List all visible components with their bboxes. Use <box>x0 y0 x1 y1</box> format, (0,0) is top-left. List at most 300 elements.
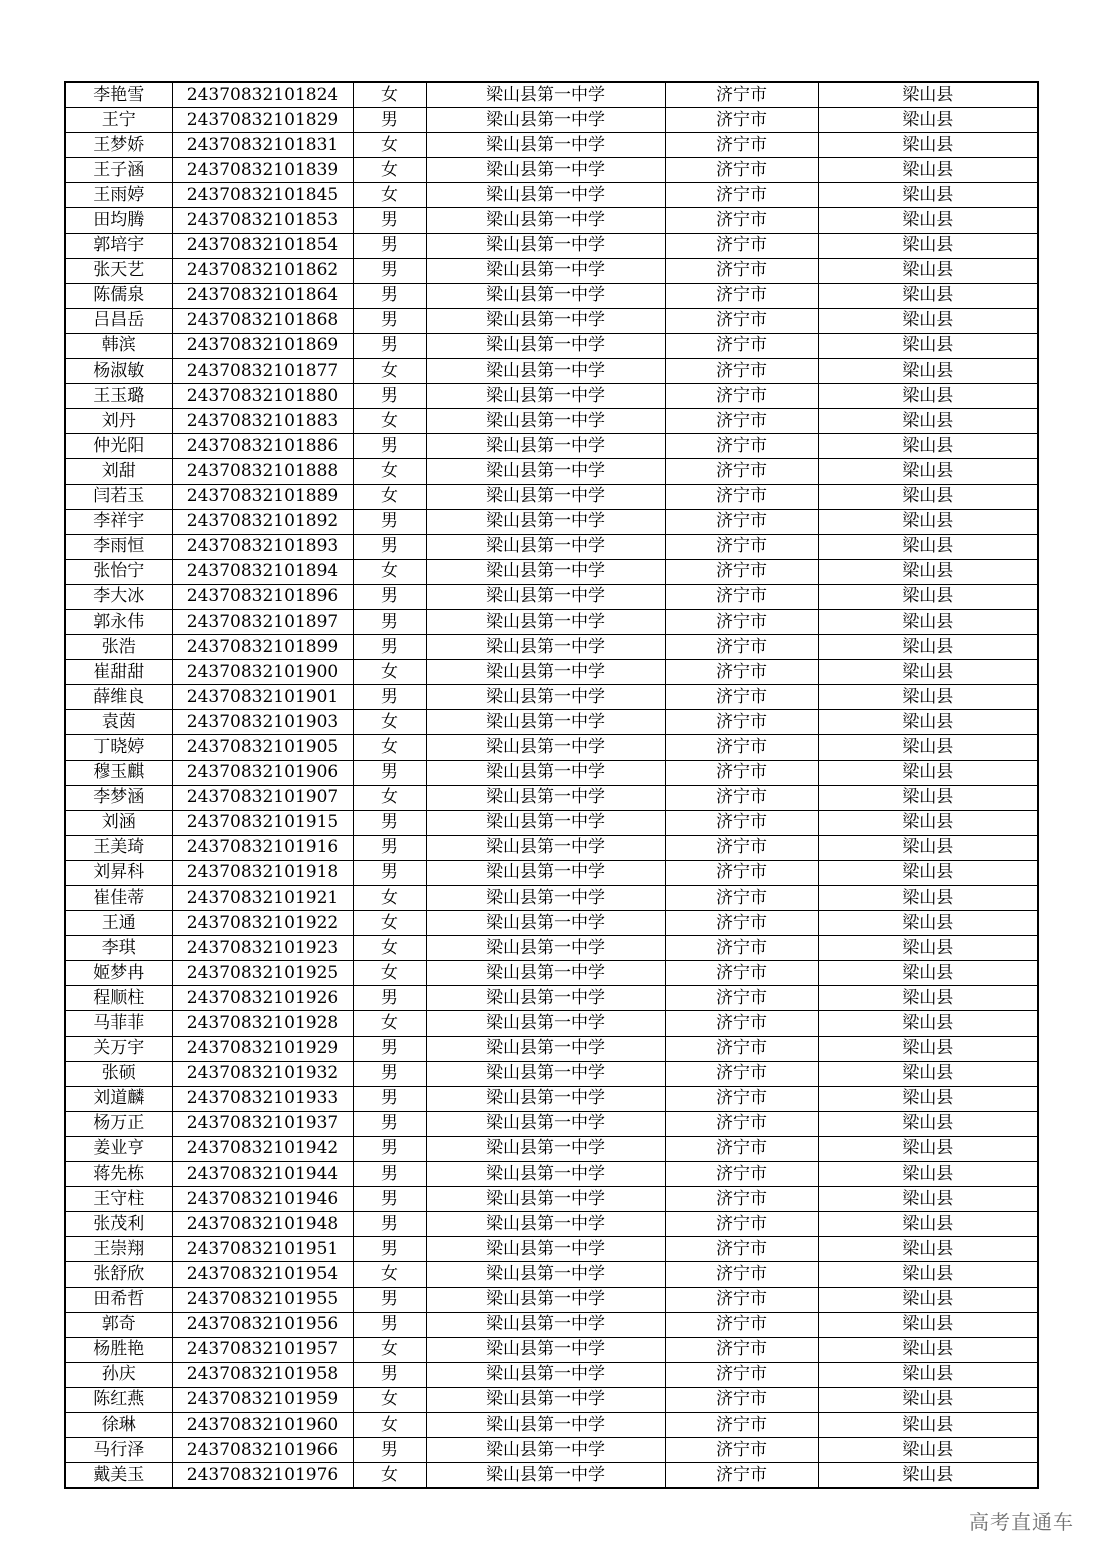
gender-cell: 女 <box>353 735 426 760</box>
name-cell: 王梦娇 <box>65 133 172 158</box>
gender-cell: 男 <box>353 1111 426 1136</box>
gender-cell: 男 <box>353 233 426 258</box>
exam-id-cell: 24370832101942 <box>172 1136 353 1161</box>
exam-id-cell: 24370832101869 <box>172 333 353 358</box>
gender-cell: 男 <box>353 333 426 358</box>
gender-cell: 女 <box>353 1387 426 1412</box>
name-cell: 王子涵 <box>65 158 172 183</box>
name-cell: 马行泽 <box>65 1438 172 1463</box>
county-cell: 梁山县 <box>818 760 1038 785</box>
table-row <box>65 1337 1038 1362</box>
city-cell: 济宁市 <box>665 660 818 685</box>
table-row <box>65 534 1038 559</box>
county-cell: 梁山县 <box>818 1438 1038 1463</box>
city-cell: 济宁市 <box>665 559 818 584</box>
city-cell: 济宁市 <box>665 484 818 509</box>
county-cell: 梁山县 <box>818 1312 1038 1337</box>
city-cell: 济宁市 <box>665 685 818 710</box>
name-cell: 韩滨 <box>65 333 172 358</box>
exam-id-cell: 24370832101864 <box>172 283 353 308</box>
name-cell: 丁晓婷 <box>65 735 172 760</box>
school-cell: 梁山县第一中学 <box>426 685 665 710</box>
school-cell: 梁山县第一中学 <box>426 158 665 183</box>
name-cell: 陈儒泉 <box>65 283 172 308</box>
gender-cell: 女 <box>353 133 426 158</box>
county-cell: 梁山县 <box>818 1212 1038 1237</box>
school-cell: 梁山县第一中学 <box>426 1262 665 1287</box>
table-row <box>65 961 1038 986</box>
name-cell: 郭培宇 <box>65 233 172 258</box>
county-cell: 梁山县 <box>818 1387 1038 1412</box>
city-cell: 济宁市 <box>665 810 818 835</box>
table-row <box>65 559 1038 584</box>
exam-id-cell: 24370832101944 <box>172 1162 353 1187</box>
gender-cell: 女 <box>353 359 426 384</box>
table-row <box>65 710 1038 735</box>
table-row <box>65 133 1038 158</box>
county-cell: 梁山县 <box>818 434 1038 459</box>
school-cell: 梁山县第一中学 <box>426 434 665 459</box>
name-cell: 王通 <box>65 911 172 936</box>
name-cell: 刘甜 <box>65 459 172 484</box>
county-cell: 梁山县 <box>818 1287 1038 1312</box>
exam-id-cell: 24370832101896 <box>172 584 353 609</box>
city-cell: 济宁市 <box>665 409 818 434</box>
city-cell: 济宁市 <box>665 860 818 885</box>
school-cell: 梁山县第一中学 <box>426 208 665 233</box>
name-cell: 姜业亨 <box>65 1136 172 1161</box>
city-cell: 济宁市 <box>665 635 818 660</box>
exam-id-cell: 24370832101932 <box>172 1061 353 1086</box>
gender-cell: 男 <box>353 860 426 885</box>
gender-cell: 男 <box>353 534 426 559</box>
exam-id-cell: 24370832101955 <box>172 1287 353 1312</box>
county-cell: 梁山县 <box>818 534 1038 559</box>
school-cell: 梁山县第一中学 <box>426 911 665 936</box>
gender-cell: 男 <box>353 685 426 710</box>
exam-id-cell: 24370832101951 <box>172 1237 353 1262</box>
table-row <box>65 434 1038 459</box>
county-cell: 梁山县 <box>818 308 1038 333</box>
table-row <box>65 208 1038 233</box>
gender-cell: 男 <box>353 1086 426 1111</box>
table-row <box>65 108 1038 133</box>
gender-cell: 男 <box>353 1438 426 1463</box>
gender-cell: 女 <box>353 961 426 986</box>
county-cell: 梁山县 <box>818 810 1038 835</box>
exam-id-cell: 24370832101958 <box>172 1362 353 1387</box>
county-cell: 梁山县 <box>818 1237 1038 1262</box>
school-cell: 梁山县第一中学 <box>426 459 665 484</box>
city-cell: 济宁市 <box>665 359 818 384</box>
county-cell: 梁山县 <box>818 233 1038 258</box>
name-cell: 刘昇科 <box>65 860 172 885</box>
city-cell: 济宁市 <box>665 434 818 459</box>
exam-id-cell: 24370832101854 <box>172 233 353 258</box>
county-cell: 梁山县 <box>818 133 1038 158</box>
county-cell: 梁山县 <box>818 1412 1038 1437</box>
table-row <box>65 785 1038 810</box>
table-row <box>65 283 1038 308</box>
table-row <box>65 308 1038 333</box>
city-cell: 济宁市 <box>665 961 818 986</box>
gender-cell: 男 <box>353 1136 426 1161</box>
name-cell: 崔佳蒂 <box>65 886 172 911</box>
school-cell: 梁山县第一中学 <box>426 1412 665 1437</box>
exam-id-cell: 24370832101907 <box>172 785 353 810</box>
city-cell: 济宁市 <box>665 283 818 308</box>
school-cell: 梁山县第一中学 <box>426 760 665 785</box>
school-cell: 梁山县第一中学 <box>426 810 665 835</box>
county-cell: 梁山县 <box>818 785 1038 810</box>
name-cell: 穆玉麒 <box>65 760 172 785</box>
table-row <box>65 1362 1038 1387</box>
city-cell: 济宁市 <box>665 459 818 484</box>
county-cell: 梁山县 <box>818 710 1038 735</box>
gender-cell: 男 <box>353 810 426 835</box>
name-cell: 王雨婷 <box>65 183 172 208</box>
name-cell: 仲光阳 <box>65 434 172 459</box>
name-cell: 孙庆 <box>65 1362 172 1387</box>
county-cell: 梁山县 <box>818 359 1038 384</box>
city-cell: 济宁市 <box>665 609 818 634</box>
school-cell: 梁山县第一中学 <box>426 534 665 559</box>
gender-cell: 女 <box>353 1337 426 1362</box>
table-row <box>65 1136 1038 1161</box>
exam-id-cell: 24370832101888 <box>172 459 353 484</box>
name-cell: 王玉璐 <box>65 384 172 409</box>
table-row <box>65 333 1038 358</box>
gender-cell: 男 <box>353 1287 426 1312</box>
county-cell: 梁山县 <box>818 660 1038 685</box>
city-cell: 济宁市 <box>665 911 818 936</box>
city-cell: 济宁市 <box>665 1212 818 1237</box>
city-cell: 济宁市 <box>665 1011 818 1036</box>
name-cell: 王崇翔 <box>65 1237 172 1262</box>
name-cell: 李梦涵 <box>65 785 172 810</box>
name-cell: 关万宇 <box>65 1036 172 1061</box>
exam-id-cell: 24370832101937 <box>172 1111 353 1136</box>
name-cell: 姬梦冉 <box>65 961 172 986</box>
table-row <box>65 1162 1038 1187</box>
county-cell: 梁山县 <box>818 635 1038 660</box>
roster-body <box>65 82 1038 1488</box>
city-cell: 济宁市 <box>665 258 818 283</box>
table-row <box>65 760 1038 785</box>
table-row <box>65 1212 1038 1237</box>
table-row <box>65 685 1038 710</box>
table-row <box>65 359 1038 384</box>
table-row <box>65 1237 1038 1262</box>
table-row <box>65 1262 1038 1287</box>
table-row <box>65 258 1038 283</box>
table-row <box>65 936 1038 961</box>
table-row <box>65 1287 1038 1312</box>
city-cell: 济宁市 <box>665 735 818 760</box>
table-row <box>65 886 1038 911</box>
county-cell: 梁山县 <box>818 258 1038 283</box>
exam-id-cell: 24370832101946 <box>172 1187 353 1212</box>
table-row <box>65 1463 1038 1489</box>
exam-id-cell: 24370832101897 <box>172 609 353 634</box>
name-cell: 杨淑敏 <box>65 359 172 384</box>
school-cell: 梁山县第一中学 <box>426 860 665 885</box>
gender-cell: 女 <box>353 459 426 484</box>
county-cell: 梁山县 <box>818 158 1038 183</box>
gender-cell: 男 <box>353 1312 426 1337</box>
exam-id-cell: 24370832101868 <box>172 308 353 333</box>
gender-cell: 男 <box>353 384 426 409</box>
county-cell: 梁山县 <box>818 1187 1038 1212</box>
exam-id-cell: 24370832101933 <box>172 1086 353 1111</box>
exam-id-cell: 24370832101966 <box>172 1438 353 1463</box>
city-cell: 济宁市 <box>665 1463 818 1489</box>
city-cell: 济宁市 <box>665 509 818 534</box>
school-cell: 梁山县第一中学 <box>426 1287 665 1312</box>
school-cell: 梁山县第一中学 <box>426 1136 665 1161</box>
gender-cell: 男 <box>353 1237 426 1262</box>
county-cell: 梁山县 <box>818 484 1038 509</box>
gender-cell: 男 <box>353 208 426 233</box>
school-cell: 梁山县第一中学 <box>426 1011 665 1036</box>
school-cell: 梁山县第一中学 <box>426 359 665 384</box>
school-cell: 梁山县第一中学 <box>426 333 665 358</box>
gender-cell: 男 <box>353 258 426 283</box>
exam-id-cell: 24370832101880 <box>172 384 353 409</box>
school-cell: 梁山县第一中学 <box>426 584 665 609</box>
school-cell: 梁山县第一中学 <box>426 1086 665 1111</box>
table-row <box>65 459 1038 484</box>
school-cell: 梁山县第一中学 <box>426 1438 665 1463</box>
county-cell: 梁山县 <box>818 384 1038 409</box>
name-cell: 李祥宇 <box>65 509 172 534</box>
gender-cell: 男 <box>353 1036 426 1061</box>
city-cell: 济宁市 <box>665 158 818 183</box>
exam-id-cell: 24370832101976 <box>172 1463 353 1489</box>
gender-cell: 男 <box>353 635 426 660</box>
exam-id-cell: 24370832101831 <box>172 133 353 158</box>
school-cell: 梁山县第一中学 <box>426 384 665 409</box>
exam-id-cell: 24370832101929 <box>172 1036 353 1061</box>
gender-cell: 男 <box>353 1061 426 1086</box>
gender-cell: 男 <box>353 1212 426 1237</box>
name-cell: 张浩 <box>65 635 172 660</box>
table-row <box>65 1111 1038 1136</box>
school-cell: 梁山县第一中学 <box>426 986 665 1011</box>
school-cell: 梁山县第一中学 <box>426 559 665 584</box>
gender-cell: 女 <box>353 409 426 434</box>
county-cell: 梁山县 <box>818 860 1038 885</box>
school-cell: 梁山县第一中学 <box>426 1362 665 1387</box>
exam-id-cell: 24370832101886 <box>172 434 353 459</box>
table-row <box>65 409 1038 434</box>
name-cell: 张茂利 <box>65 1212 172 1237</box>
city-cell: 济宁市 <box>665 760 818 785</box>
school-cell: 梁山县第一中学 <box>426 1111 665 1136</box>
school-cell: 梁山县第一中学 <box>426 1036 665 1061</box>
exam-id-cell: 24370832101956 <box>172 1312 353 1337</box>
city-cell: 济宁市 <box>665 183 818 208</box>
gender-cell: 男 <box>353 434 426 459</box>
school-cell: 梁山县第一中学 <box>426 233 665 258</box>
exam-id-cell: 24370832101957 <box>172 1337 353 1362</box>
county-cell: 梁山县 <box>818 208 1038 233</box>
exam-id-cell: 24370832101829 <box>172 108 353 133</box>
school-cell: 梁山县第一中学 <box>426 735 665 760</box>
name-cell: 崔甜甜 <box>65 660 172 685</box>
table-row <box>65 233 1038 258</box>
city-cell: 济宁市 <box>665 333 818 358</box>
name-cell: 袁茵 <box>65 710 172 735</box>
city-cell: 济宁市 <box>665 785 818 810</box>
name-cell: 王美琦 <box>65 835 172 860</box>
exam-id-cell: 24370832101954 <box>172 1262 353 1287</box>
exam-id-cell: 24370832101906 <box>172 760 353 785</box>
gender-cell: 女 <box>353 936 426 961</box>
school-cell: 梁山县第一中学 <box>426 785 665 810</box>
gender-cell: 女 <box>353 559 426 584</box>
school-cell: 梁山县第一中学 <box>426 961 665 986</box>
school-cell: 梁山县第一中学 <box>426 133 665 158</box>
exam-id-cell: 24370832101921 <box>172 886 353 911</box>
gender-cell: 男 <box>353 584 426 609</box>
exam-id-cell: 24370832101862 <box>172 258 353 283</box>
exam-id-cell: 24370832101923 <box>172 936 353 961</box>
name-cell: 王守柱 <box>65 1187 172 1212</box>
city-cell: 济宁市 <box>665 1287 818 1312</box>
county-cell: 梁山县 <box>818 1463 1038 1489</box>
table-row <box>65 1438 1038 1463</box>
county-cell: 梁山县 <box>818 1061 1038 1086</box>
name-cell: 张舒欣 <box>65 1262 172 1287</box>
city-cell: 济宁市 <box>665 534 818 559</box>
city-cell: 济宁市 <box>665 1111 818 1136</box>
table-row <box>65 584 1038 609</box>
school-cell: 梁山县第一中学 <box>426 1337 665 1362</box>
table-row <box>65 183 1038 208</box>
name-cell: 戴美玉 <box>65 1463 172 1489</box>
gender-cell: 女 <box>353 1412 426 1437</box>
city-cell: 济宁市 <box>665 133 818 158</box>
school-cell: 梁山县第一中学 <box>426 1212 665 1237</box>
table-row <box>65 509 1038 534</box>
exam-id-cell: 24370832101922 <box>172 911 353 936</box>
exam-id-cell: 24370832101845 <box>172 183 353 208</box>
city-cell: 济宁市 <box>665 1412 818 1437</box>
exam-id-cell: 24370832101915 <box>172 810 353 835</box>
city-cell: 济宁市 <box>665 1086 818 1111</box>
name-cell: 刘丹 <box>65 409 172 434</box>
county-cell: 梁山县 <box>818 559 1038 584</box>
city-cell: 济宁市 <box>665 1061 818 1086</box>
county-cell: 梁山县 <box>818 961 1038 986</box>
school-cell: 梁山县第一中学 <box>426 308 665 333</box>
county-cell: 梁山县 <box>818 333 1038 358</box>
school-cell: 梁山县第一中学 <box>426 1162 665 1187</box>
table-row <box>65 810 1038 835</box>
school-cell: 梁山县第一中学 <box>426 1387 665 1412</box>
county-cell: 梁山县 <box>818 108 1038 133</box>
gender-cell: 女 <box>353 886 426 911</box>
school-cell: 梁山县第一中学 <box>426 1463 665 1489</box>
name-cell: 蒋先栋 <box>65 1162 172 1187</box>
city-cell: 济宁市 <box>665 1337 818 1362</box>
exam-id-cell: 24370832101899 <box>172 635 353 660</box>
county-cell: 梁山县 <box>818 886 1038 911</box>
city-cell: 济宁市 <box>665 208 818 233</box>
gender-cell: 女 <box>353 911 426 936</box>
school-cell: 梁山县第一中学 <box>426 484 665 509</box>
county-cell: 梁山县 <box>818 1362 1038 1387</box>
name-cell: 薛维良 <box>65 685 172 710</box>
county-cell: 梁山县 <box>818 685 1038 710</box>
county-cell: 梁山县 <box>818 936 1038 961</box>
gender-cell: 男 <box>353 835 426 860</box>
table-row <box>65 735 1038 760</box>
table-row <box>65 484 1038 509</box>
county-cell: 梁山县 <box>818 459 1038 484</box>
name-cell: 郭奇 <box>65 1312 172 1337</box>
city-cell: 济宁市 <box>665 986 818 1011</box>
county-cell: 梁山县 <box>818 82 1038 108</box>
gender-cell: 女 <box>353 660 426 685</box>
county-cell: 梁山县 <box>818 986 1038 1011</box>
school-cell: 梁山县第一中学 <box>426 835 665 860</box>
exam-id-cell: 24370832101883 <box>172 409 353 434</box>
city-cell: 济宁市 <box>665 835 818 860</box>
school-cell: 梁山县第一中学 <box>426 82 665 108</box>
exam-id-cell: 24370832101889 <box>172 484 353 509</box>
name-cell: 马菲菲 <box>65 1011 172 1036</box>
county-cell: 梁山县 <box>818 911 1038 936</box>
city-cell: 济宁市 <box>665 1237 818 1262</box>
exam-id-cell: 24370832101960 <box>172 1412 353 1437</box>
school-cell: 梁山县第一中学 <box>426 183 665 208</box>
city-cell: 济宁市 <box>665 1136 818 1161</box>
table-row <box>65 384 1038 409</box>
table-row <box>65 1036 1038 1061</box>
city-cell: 济宁市 <box>665 1312 818 1337</box>
name-cell: 徐琳 <box>65 1412 172 1437</box>
school-cell: 梁山县第一中学 <box>426 1312 665 1337</box>
name-cell: 杨胜艳 <box>65 1337 172 1362</box>
school-cell: 梁山县第一中学 <box>426 936 665 961</box>
gender-cell: 男 <box>353 986 426 1011</box>
student-roster-table <box>64 81 1039 1489</box>
gender-cell: 女 <box>353 183 426 208</box>
exam-id-cell: 24370832101901 <box>172 685 353 710</box>
school-cell: 梁山县第一中学 <box>426 710 665 735</box>
city-cell: 济宁市 <box>665 1262 818 1287</box>
gender-cell: 男 <box>353 609 426 634</box>
school-cell: 梁山县第一中学 <box>426 409 665 434</box>
county-cell: 梁山县 <box>818 584 1038 609</box>
county-cell: 梁山县 <box>818 1162 1038 1187</box>
school-cell: 梁山县第一中学 <box>426 108 665 133</box>
name-cell: 张天艺 <box>65 258 172 283</box>
exam-id-cell: 24370832101903 <box>172 710 353 735</box>
exam-id-cell: 24370832101894 <box>172 559 353 584</box>
name-cell: 闫若玉 <box>65 484 172 509</box>
exam-id-cell: 24370832101892 <box>172 509 353 534</box>
name-cell: 刘涵 <box>65 810 172 835</box>
name-cell: 杨万正 <box>65 1111 172 1136</box>
city-cell: 济宁市 <box>665 1362 818 1387</box>
name-cell: 李雨恒 <box>65 534 172 559</box>
exam-id-cell: 24370832101925 <box>172 961 353 986</box>
gender-cell: 男 <box>353 1162 426 1187</box>
table-row <box>65 911 1038 936</box>
